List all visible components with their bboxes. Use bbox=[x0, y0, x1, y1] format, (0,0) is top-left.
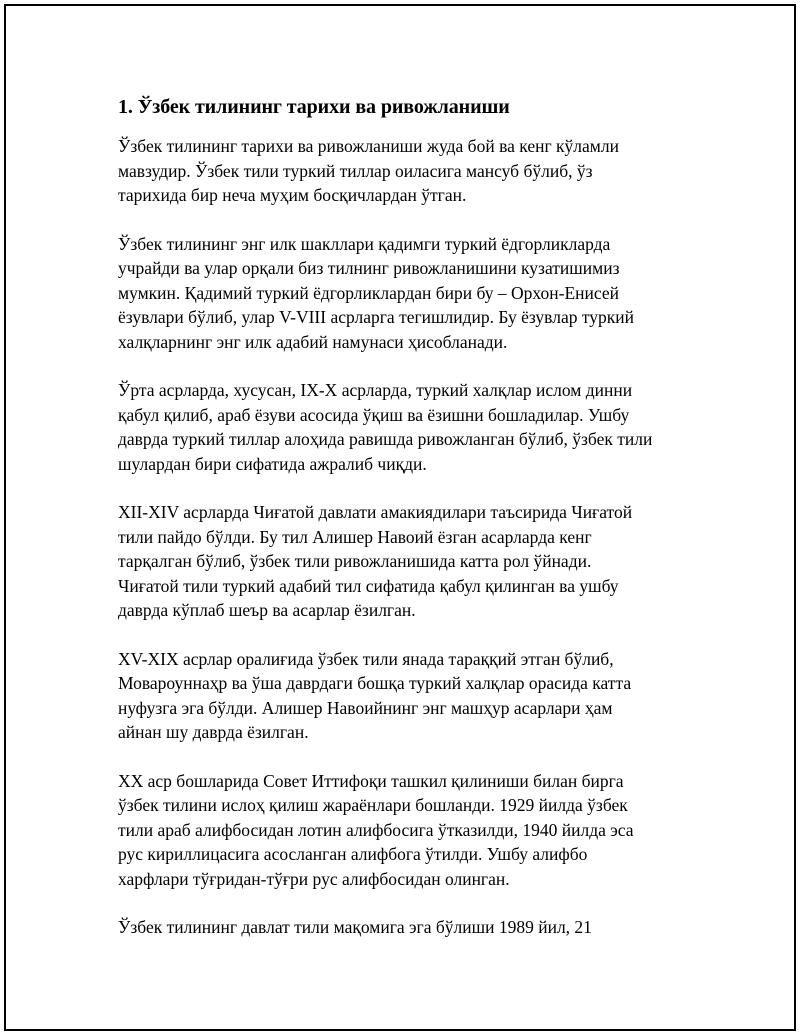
text-line: нуфузга эга бўлди. Алишер Навоийнинг энг машҳур асарлари ҳам bbox=[118, 697, 613, 718]
text-line: тарқалган бўлиб, ўзбек тили ривожланишида катта рол ўйнади. bbox=[118, 551, 592, 571]
text-line: XX аср бошларида Совет Иттифоқи ташкил қилиниши билан бирга bbox=[118, 770, 624, 791]
text-line: ёзувлари бўлиб, улар V-VIII асрларга тегишлидир. Бу ёзувлар туркий bbox=[118, 307, 634, 327]
text-line: Ўзбек тилининг давлат тили мақомига эга бўлиши 1989 йил, 21 bbox=[118, 917, 592, 937]
text-line: Мовароуннаҳр ва ўша даврдаги бошқа туркий халқлар орасида катта bbox=[118, 673, 632, 693]
text-line: Ўзбек тилининг энг илк шакллари қадимги туркий ёдгорликларда bbox=[118, 233, 611, 254]
text-line: Чиғатой тили туркий адабий тил сифатида қабул қилинган ва ушбу bbox=[118, 575, 619, 596]
text-line: тили пайдо бўлди. Бу тил Алишер Навоий ёзган асарларда кенг bbox=[118, 526, 592, 547]
paragraph bbox=[118, 769, 688, 892]
text-line: шулардан бири сифатида ажралиб чиқди. bbox=[118, 453, 427, 474]
text-line: халқларнинг энг илк адабий намунаси ҳисобланади. bbox=[118, 331, 508, 352]
document-body bbox=[118, 94, 688, 964]
text-line: XII-XIV асрларда Чиғатой давлати амакиядилари таъсирида Чиғатой bbox=[118, 502, 633, 522]
text-line: даврда туркий тиллар алоҳида равишда ривожланган бўлиб, ўзбек тили bbox=[118, 429, 653, 449]
text-line: Ўзбек тилининг тарихи ва ривожланиши жуда бой ва кенг кўламли bbox=[118, 136, 619, 156]
paragraph bbox=[118, 232, 688, 355]
text-line: тили араб алифбосидан лотин алифбосига ўтказилди, 1940 йилда эса bbox=[118, 819, 634, 840]
text-line: қабул қилиб, араб ёзуви асосида ўқиш ва ёзишни бошладилар. Ушбу bbox=[118, 404, 630, 425]
text-line: XV-XIX асрлар оралиғида ўзбек тили янада тараққий этган бўлиб, bbox=[118, 648, 614, 669]
paragraph bbox=[118, 500, 688, 623]
text-line: Ўрта асрларда, хусусан, IX-X асрларда, туркий халқлар ислом динни bbox=[118, 380, 633, 400]
paragraph bbox=[118, 915, 688, 940]
text-line: мумкин. Қадимий туркий ёдгорликлардан бири бу – Орхон-Енисей bbox=[118, 282, 619, 303]
text-line: рус кириллицасига асосланган алифбога ўтилди. Ушбу алифбо bbox=[118, 844, 588, 864]
text-line: ўзбек тилини ислоҳ қилиш жараёнлари бошланди. 1929 йилда ўзбек bbox=[118, 795, 628, 815]
paragraph bbox=[118, 647, 688, 745]
text-line: мавзудир. Ўзбек тили туркий тиллар оиласига мансуб бўлиб, ўз bbox=[118, 160, 593, 181]
paragraph bbox=[118, 134, 688, 208]
section-heading: 1. Ўзбек тилининг тарихи ва ривожланиши bbox=[118, 96, 510, 118]
text-line: учрайди ва улар орқали биз тилнинг ривожланишини кузатишимиз bbox=[118, 258, 620, 278]
text-line: харфлари тўғридан-тўғри рус алифбосидан олинган. bbox=[118, 868, 510, 889]
text-line: айнан шу даврда ёзилган. bbox=[118, 722, 309, 742]
paragraph bbox=[118, 378, 688, 476]
text-line: даврда кўплаб шеър ва асарлар ёзилган. bbox=[118, 600, 416, 620]
text-line: тарихида бир неча муҳим босқичлардан ўтган. bbox=[118, 185, 467, 205]
